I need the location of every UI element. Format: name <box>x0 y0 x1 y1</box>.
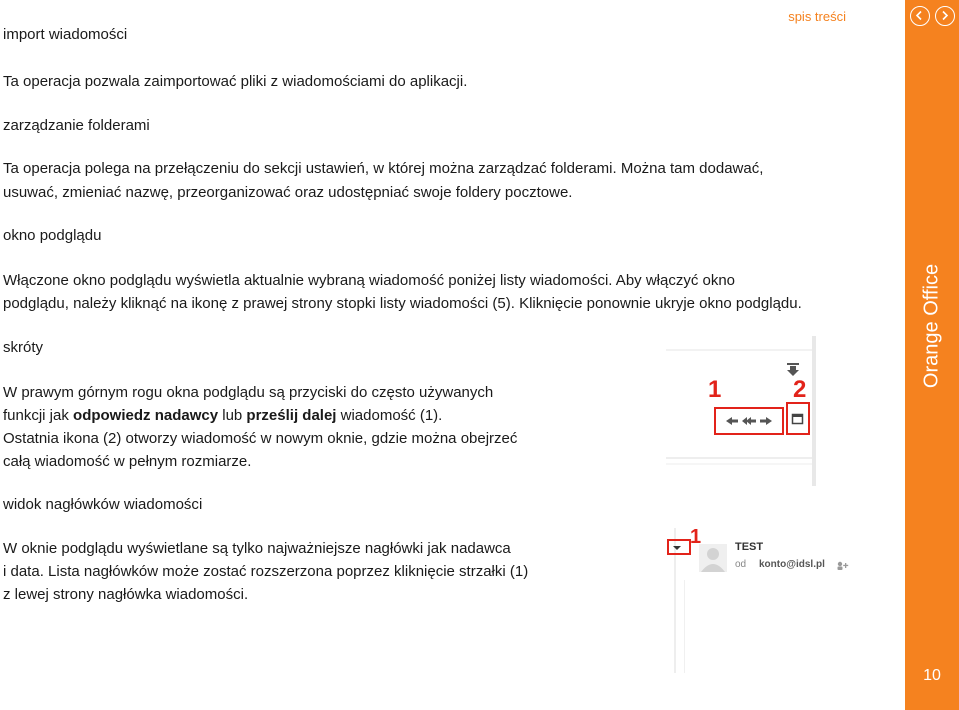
prev-page-button[interactable] <box>910 6 930 26</box>
message-header-screenshot <box>664 528 870 673</box>
callout-2: 2 <box>793 376 807 403</box>
sender-prefix: od <box>735 559 747 570</box>
toc-link[interactable]: spis treści <box>788 9 846 24</box>
shortcuts-text-2: funkcji jak odpowiedz nadawcy lub prześlij dalej wiadomość (1). <box>3 407 443 424</box>
page-number: 10 <box>923 667 941 684</box>
shortcuts-text-3: Ostatnia ikona (2) otworzy wiadomość w nowym oknie, gdzie można obejrzeć <box>3 430 518 447</box>
section-heading-import: import wiadomości <box>3 26 128 43</box>
shortcuts-text-1: W prawym górnym rogu okna podglądu są przyciski do często używanych <box>3 384 494 401</box>
headers-text-1: W oknie podglądu wyświetlane są tylko najważniejsze nagłówki jak nadawca <box>3 540 511 557</box>
section-heading-preview: okno podglądu <box>3 227 102 244</box>
forward-term: prześlij dalej <box>246 407 337 424</box>
reply-term: odpowiedz nadawcy <box>73 407 219 424</box>
preview-text-2: podglądu, należy kliknąć na ikonę z prawej strony stopki listy wiadomości (5). Kliknięcie ponownie ukryje okno podglądu. <box>3 295 802 312</box>
headers-text-3: z lewej strony nagłówka wiadomości. <box>3 586 249 603</box>
section-heading-shortcuts: skróty <box>3 339 44 356</box>
section-heading-folders: zarządzanie folderami <box>3 117 150 134</box>
sender-email: konto@idsl.pl <box>759 559 825 570</box>
import-text: Ta operacja pozwala zaimportować pliki z wiadomościami do aplikacji. <box>3 73 468 90</box>
preview-text-1: Włączone okno podglądu wyświetla aktualnie wybraną wiadomość poniżej listy wiadomości. Aby włączyć okno <box>3 272 736 289</box>
side-bar <box>905 0 959 710</box>
preview-toolbar-screenshot <box>666 336 816 486</box>
section-heading-headers: widok nagłówków wiadomości <box>3 496 203 513</box>
callout-expand-1: 1 <box>690 528 702 548</box>
sender-name: TEST <box>735 541 764 553</box>
headers-text-2: i data. Lista nagłówków może zostać rozszerzona poprzez kliknięcie strzałki (1) <box>3 563 529 580</box>
chevron-left-icon <box>914 10 925 21</box>
callout-1: 1 <box>708 376 722 403</box>
shortcuts-text-4: całą wiadomość w pełnym rozmiarze. <box>3 453 252 470</box>
brand-title: Orange Office <box>920 263 943 389</box>
folders-text-2: usuwać, zmieniać nazwę, przeorganizować oraz udostępniać swoje foldery pocztowe. <box>3 184 573 201</box>
chevron-right-icon <box>939 10 950 21</box>
next-page-button[interactable] <box>935 6 955 26</box>
avatar <box>699 544 727 572</box>
folders-text-1: Ta operacja polega na przełączeniu do sekcji ustawień, w której można zarządzać folderami. Można tam dodawać, <box>3 160 764 177</box>
